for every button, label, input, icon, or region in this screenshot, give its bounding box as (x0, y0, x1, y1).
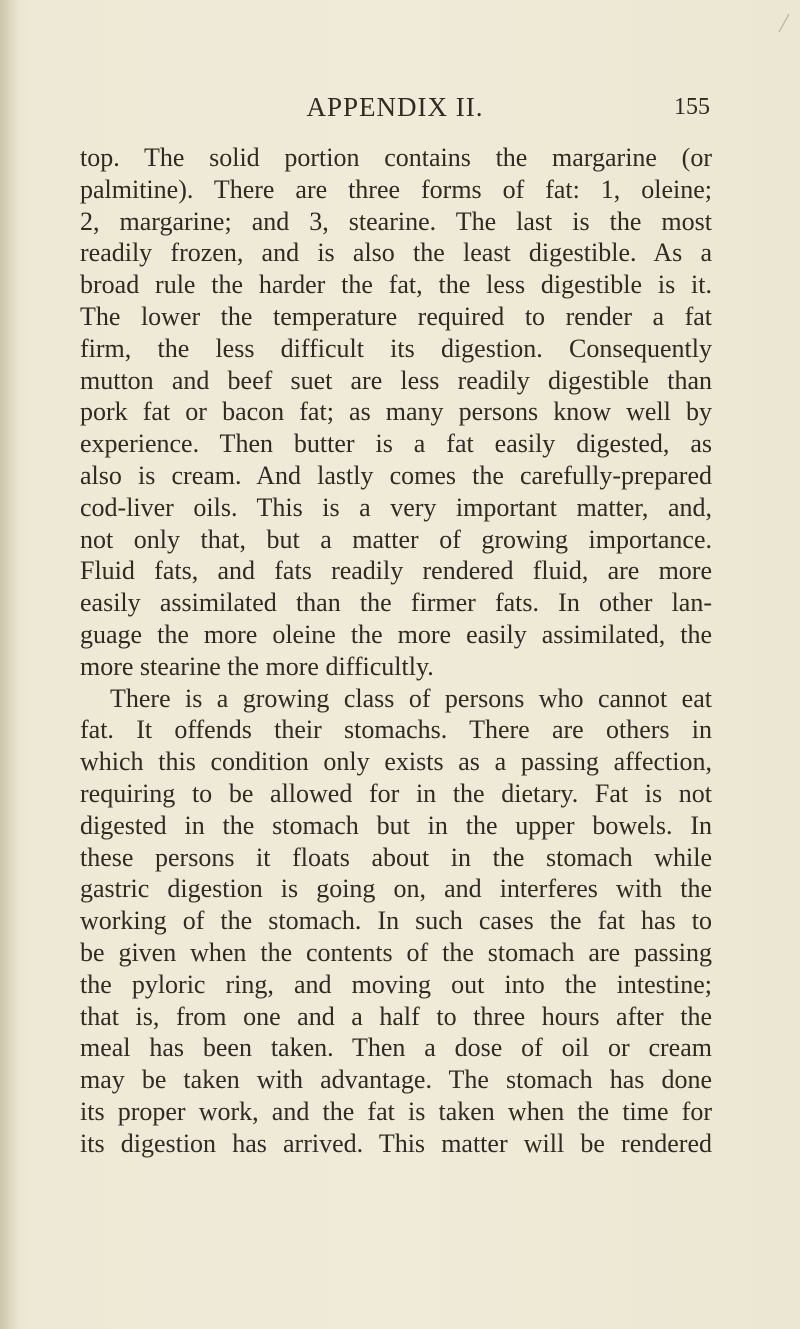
text-line: gastric digestion is going on, and interferes with the (80, 874, 712, 904)
paragraph-start-line: There is a growing class of persons who cannot eat (110, 683, 712, 713)
text-line: top. The solid portion contains the margarine (or (80, 143, 712, 172)
running-head (80, 92, 710, 132)
text-line: requiring to be allowed for in the dietary. Fat is not (80, 778, 712, 808)
text-line: firm, the less difficult its digestion. Consequently (80, 333, 712, 363)
text-line: these persons it floats about in the stomach while (80, 842, 712, 872)
text-line: may be taken with advantage. The stomach has done (80, 1065, 712, 1095)
text-line: fat. It offends their stomachs. There are others in (80, 715, 712, 745)
text-line: not only that, but a matter of growing importance. (80, 524, 712, 554)
text-line: pork fat or bacon fat; as many persons know well by (80, 397, 712, 427)
text-line: meal has been taken. Then a dose of oil or cream (80, 1033, 712, 1063)
text-line: also is cream. And lastly comes the carefully-prepared (80, 460, 712, 490)
text-line: be given when the contents of the stomach are passing (80, 937, 712, 967)
text-line: palmitine). There are three forms of fat: 1, oleine; (80, 174, 712, 204)
pencil-mark-icon (777, 12, 791, 34)
text-line: its proper work, and the fat is taken when the time for (80, 1096, 712, 1126)
page-number: 155 (674, 94, 710, 120)
text-line: experience. Then butter is a fat easily digested, as (80, 429, 712, 459)
text-line: the pyloric ring, and moving out into the intestine; (80, 969, 712, 999)
text-line: cod-liver oils. This is a very important matter, and, (80, 492, 712, 522)
page-gutter-shadow (0, 0, 18, 1329)
text-line: its digestion has arrived. This matter will be rendered (80, 1128, 712, 1158)
text-line: Fluid fats, and fats readily rendered fluid, are more (80, 556, 712, 586)
text-line: working of the stomach. In such cases the fat has to (80, 906, 712, 936)
body-text (80, 142, 712, 1160)
text-line: which this condition only exists as a passing affection, (80, 747, 712, 777)
text-line: The lower the temperature required to render a fat (80, 301, 712, 331)
text-line: guage the more oleine the more easily assimilated, the (80, 619, 712, 649)
text-line: digested in the stomach but in the upper bowels. In (80, 810, 712, 840)
running-title: APPENDIX II. (306, 92, 484, 122)
text-line: 2, margarine; and 3, stearine. The last is the most (80, 206, 712, 236)
text-line: readily frozen, and is also the least digestible. As a (80, 238, 712, 268)
text-line: mutton and beef suet are less readily digestible than (80, 365, 712, 395)
paragraph-end-line: more stearine the more difficultly. (80, 651, 434, 681)
text-line: easily assimilated than the firmer fats. In other lan- (80, 588, 712, 618)
text-line: that is, from one and a half to three hours after the (80, 1001, 712, 1031)
text-line: broad rule the harder the fat, the less digestible is it. (80, 270, 712, 300)
